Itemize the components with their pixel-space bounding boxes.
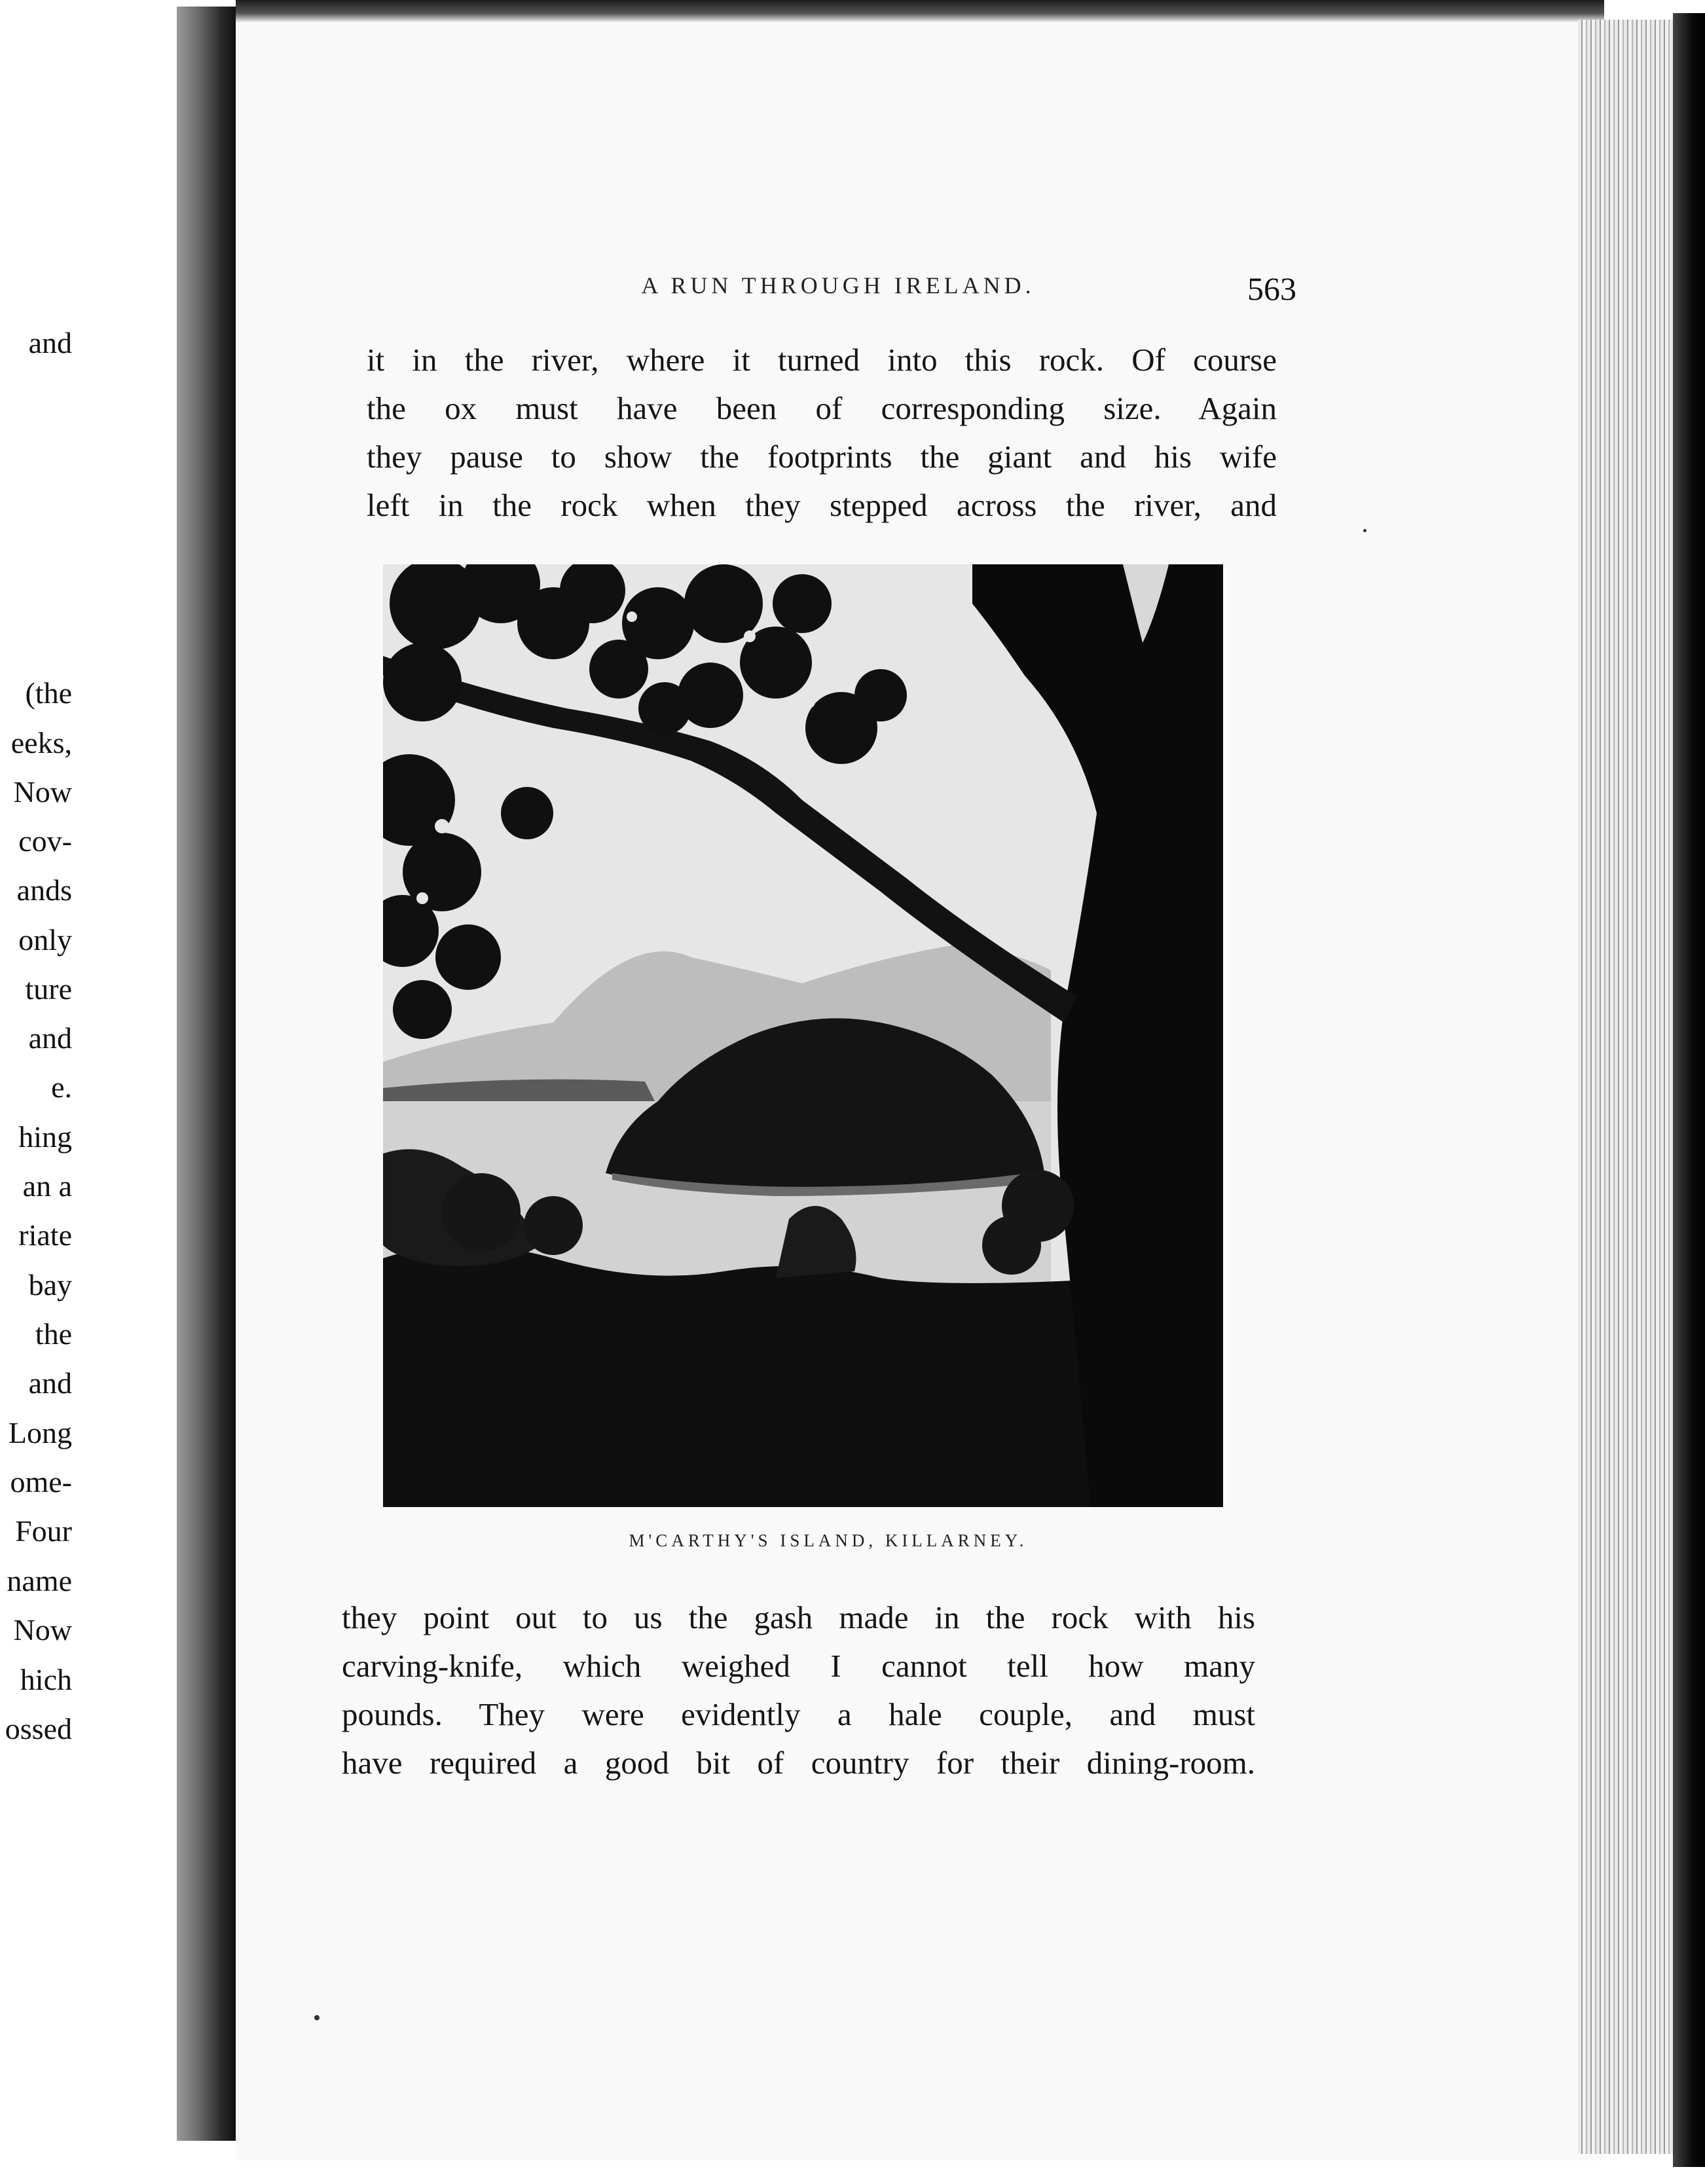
left-fragment: riate [18,1218,72,1252]
book-gutter-shadow [177,7,236,2141]
left-fragment: only [18,923,72,956]
left-fragment: cov- [18,824,72,858]
text-line: pounds. They were evidently a hale couple, and must [342,1696,1255,1732]
left-fragment: hing [18,1120,72,1154]
left-page-text-fragments [0,0,72,2184]
figure-caption: M'CARTHY'S ISLAND, KILLARNEY. [629,1531,1028,1550]
left-fragment: e. [51,1070,72,1104]
left-fragment: and [28,1021,72,1055]
left-fragment: the [35,1317,72,1351]
page-number: 563 [1247,270,1296,307]
left-fragment: ossed [5,1712,72,1745]
left-fragment: name [7,1564,72,1597]
photo-illustration [383,564,1223,1507]
text-line: the ox must have been of corresponding size. Again [367,390,1277,426]
body-paragraph-top [367,336,1277,530]
text-line: they point out to us the gash made in the rock with his [342,1599,1255,1635]
left-fragment: ands [16,873,72,907]
text-line: they pause to show the footprints the giant and his wife [367,439,1277,475]
left-fragment: bay [28,1268,72,1301]
left-fragment: Long [8,1416,72,1449]
body-paragraph-bottom [342,1593,1255,1787]
text-line: have required a good bit of country for their dining-room. [342,1745,1255,1781]
running-header: A RUN THROUGH IRELAND. [641,272,1035,299]
left-fragment: eeks, [10,726,72,759]
page-edge-stack [1578,20,1676,2154]
left-fragment: hich [20,1663,72,1696]
left-fragment: (the [25,676,72,710]
text-line: left in the rock when they stepped across the river, and [367,487,1277,523]
text-line: carving-knife, which weighed I cannot tell how many [342,1648,1255,1684]
left-fragment: an a [22,1169,72,1203]
left-fragment: ome- [10,1465,72,1499]
photograph-island [383,564,1223,1507]
left-fragment: Four [15,1514,72,1548]
text-line: it in the river, where it turned into this rock. Of course [367,342,1277,378]
book-cover-edge [1673,13,1705,2167]
left-fragment: Now [13,1613,72,1647]
print-speck [1363,529,1366,532]
left-fragment: Now [13,775,72,809]
page-top-edge [236,0,1604,22]
left-fragment: and [28,1366,72,1400]
left-fragment: ture [25,972,72,1006]
print-speck [314,2015,320,2020]
left-fragment: and [28,326,72,359]
